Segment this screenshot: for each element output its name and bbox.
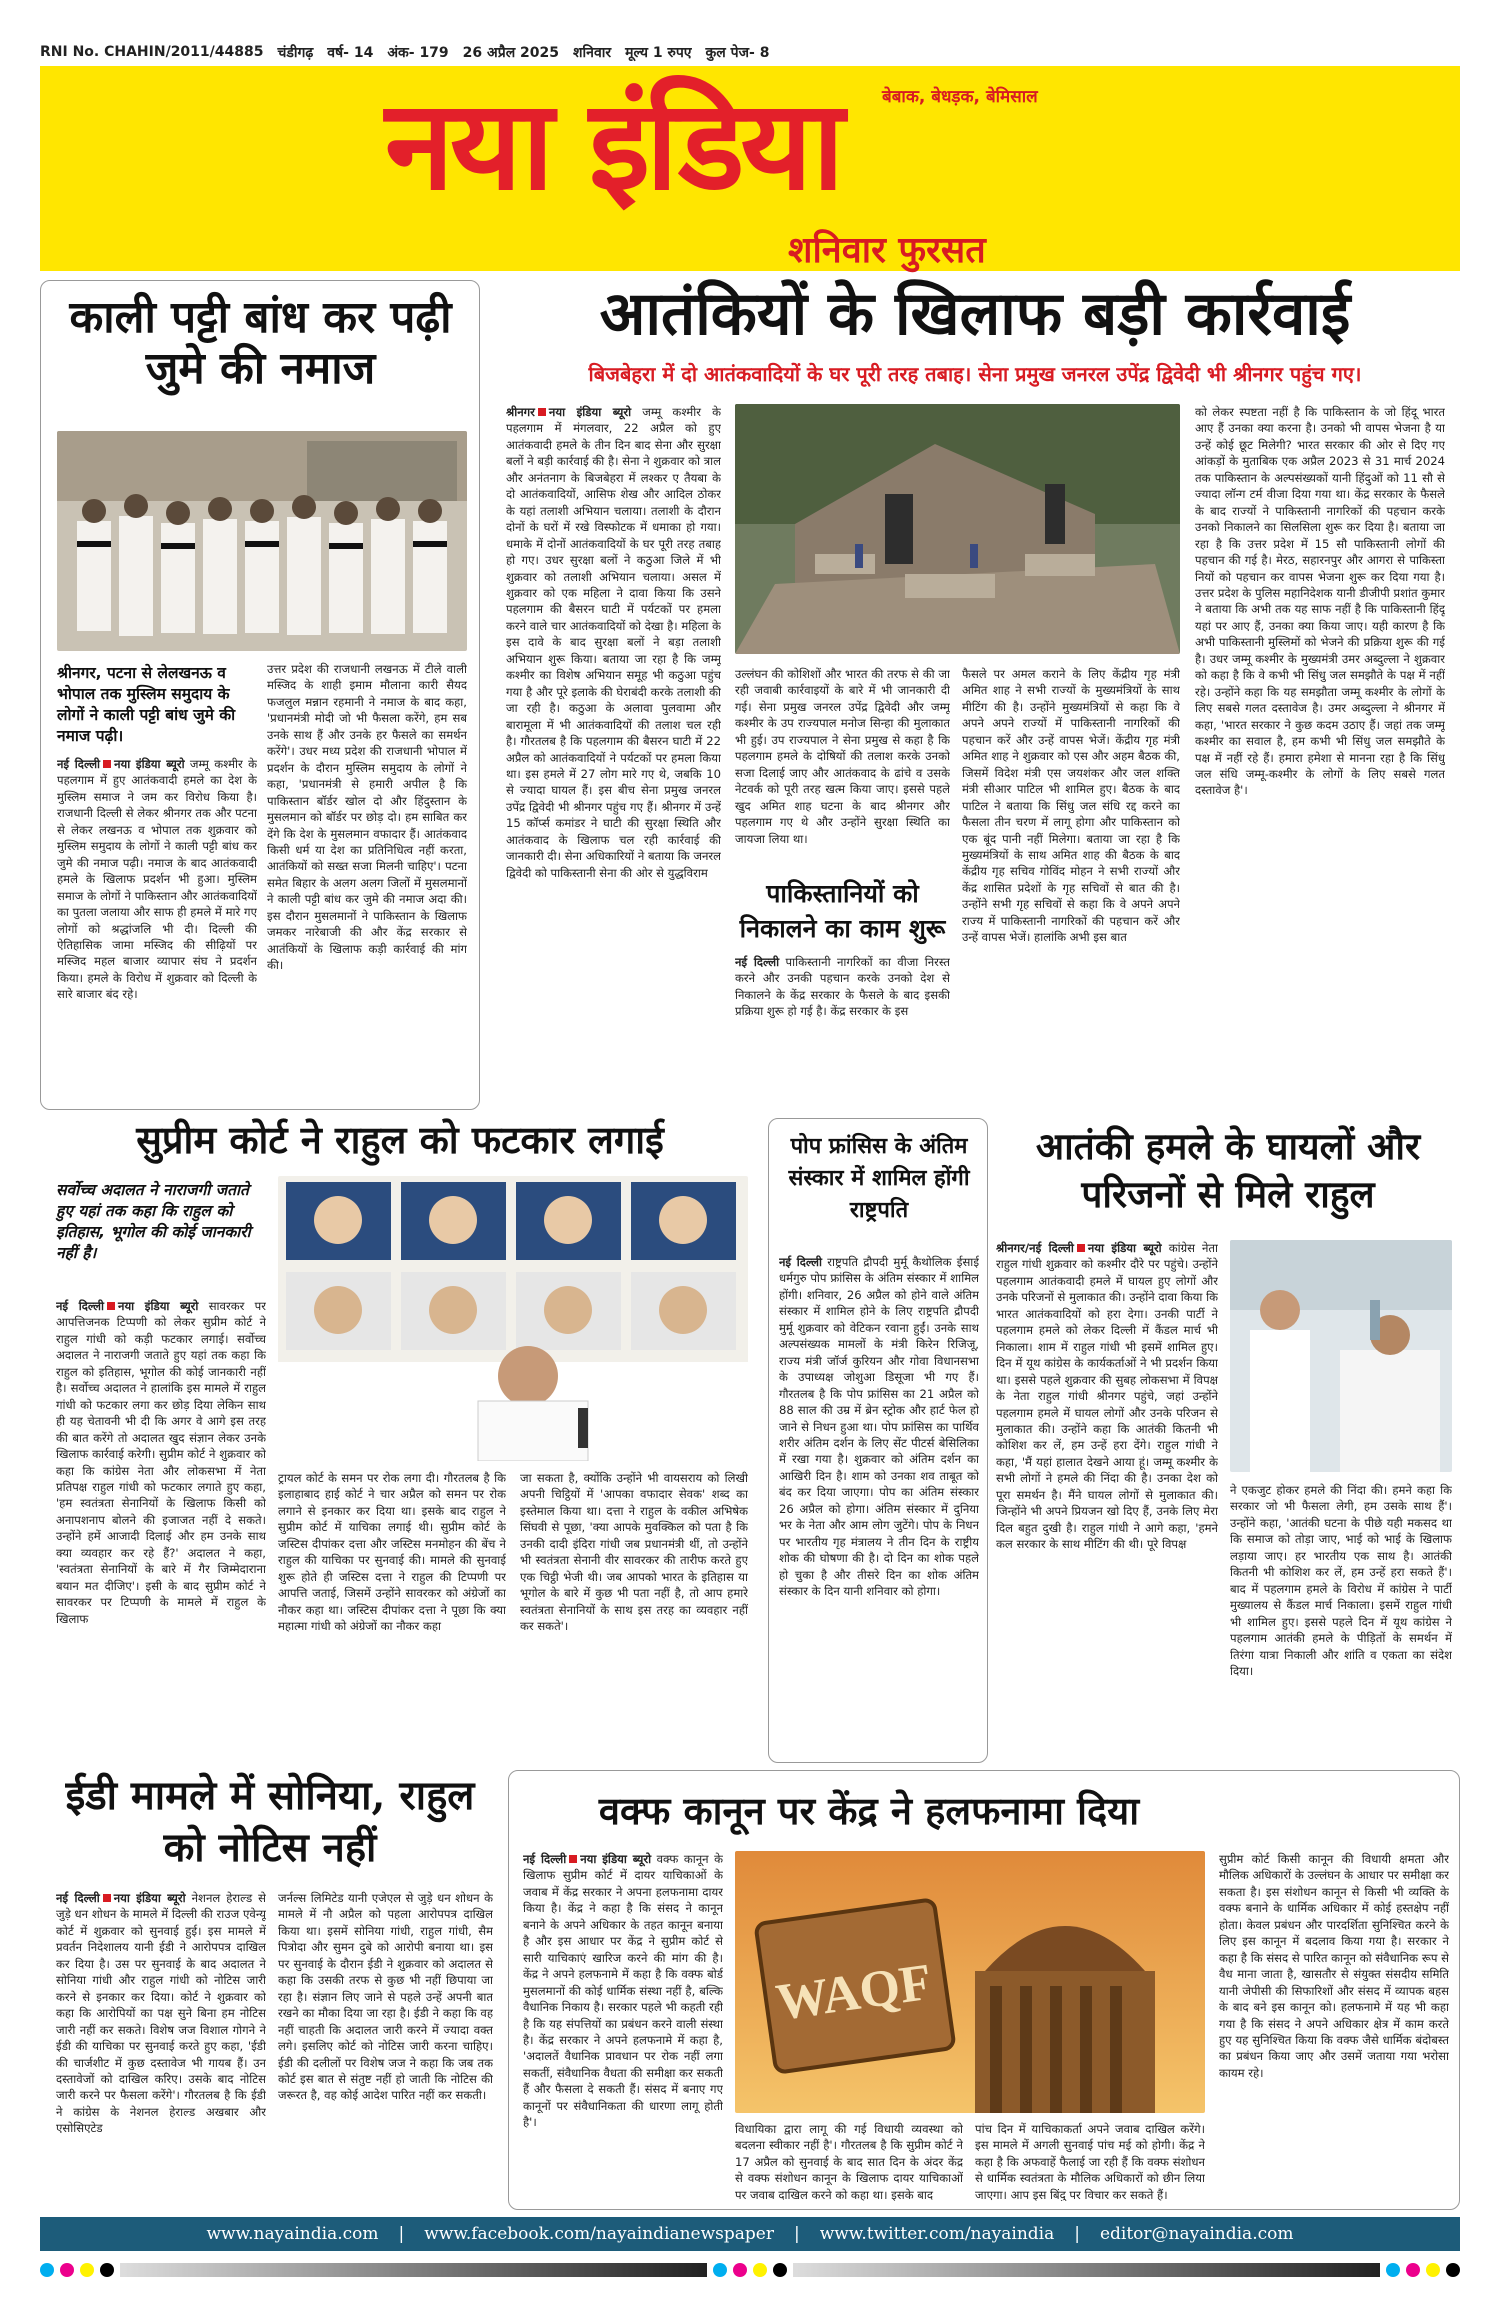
ed-column-2: जर्नल्स लिमिटेड यानी एजेएल से जुड़े धन शोधन के मामले में नौ अप्रैल को पहला आरोपपत्र दाखिल किया था। इसमें सोनिया गांधी, राहुल गांधी, सैम पित्रोदा और सुमन दुबे को आरोपी बनाया था। इस पर सुनवाई के दौरान ईडी ने शुक्रवार को अदालत से कहा कि उसकी तरफ से कुछ भी नहीं छिपाया जा रहा है। संज्ञान लिए जाने से पहले उन्हें अपनी बात रखने का मौका दिया जा रहा है। ईडी ने कहा कि वह नहीं चाहती कि अदालत जारी करने में ज्यादा वक्त लगे। इसलिए कोर्ट को नोटिस जारी करना चाहिए। ईडी की दलीलों पर विशेष जज ने कहा कि जब तक कोर्ट इस बात से संतुष्ट नहीं हो जाती कि नोटिस की जरूरत है, वह कोई आदेश पारित नहीं कर सकती। (278, 1891, 493, 2103)
story-column-1: नई दिल्ली नया इंडिया ब्यूरो जम्मू कश्मीर के पहलगाम में हुए आतंकवादी हमले का देश के मुस्लिम समाज ने जम कर विरोध किया है। राजधानी दिल्ली से लेकर श्रीनगर तक और पटना से लेकर लखनऊ व भोपाल तक शुक्रवार को मुस्लिम समुदाय के लोगों ने काली पट्टी बांध कर जुमे की नमाज पढ़ी। नमाज के बाद आतंकवादी हमले के खिलाफ प्रदर्शन भी हुआ। मुस्लिम समाज के लोगों ने पाकिस्तान और आतंकवादियों का पुतला जलाया और साफ ही हमले में मारे गए लोगों को श्रद्धांजलि भी दी। दिल्ली की ऐतिहासिक जामा मस्जिद की सीढ़ियों पर मस्जिद महल बाजार व्यापार संघ ने प्रदर्शन किया। हमले के विरोध में शुक्रवार को दिल्ली के सारे बाजार बंद रहे। (57, 757, 257, 1002)
sub-headline[interactable]: पाकिस्तानियों को निकालने का काम शुरू (739, 879, 946, 943)
lead-deck: बिजबेहरा में दो आतंकवादियों के घर पूरी तरह तबाह। सेना प्रमुख जनरल उपेंद्र द्विवेदी भी श्रीनगर पहुंच गए। (588, 362, 1362, 386)
story-headline[interactable]: काली पट्टी बांध कर पढ़ी जुमे की नमाज (69, 292, 452, 394)
magenta-dot-icon (733, 2263, 747, 2277)
story-supreme-court (40, 1118, 760, 1763)
rahul-leaders-photo (278, 1176, 748, 1461)
story-ed (40, 1770, 500, 2210)
red-square-icon (538, 408, 546, 416)
sc-deck: सर्वोच्च अदालत ने नाराजगी जताते हुए यहां तक कहा कि राहुल को इतिहास, भूगोल की कोई जानकारी नहीं है। (56, 1181, 251, 1262)
yellow-dot-icon (1426, 2263, 1440, 2277)
year: वर्ष- 14 (327, 44, 374, 61)
lead-column-2: उल्लंघन की कोशिशों और भारत की तरफ से की जा रही जवाबी कार्रवाइयों के बारे में भी जानकारी दी गई। सेना प्रमुख जनरल उपेंद्र द्विवेदी और जम्मू कश्मीर के उप राज्यपाल मनोज सिन्हा की मुलाकात भी हुई। उप राज्यपाल ने सेना प्रमुख से कहा है कि पहलगाम हमले के दोषियों की तलाश करके उनको सजा दिलाई जाए और आतंकवाद के ढांचे व उसके नेटवर्क को पूरी तरह खत्म किया जाए। इससे पहले खुद अमित शाह घटना के बाद श्रीनगर और पहलगाम गए थे और उन्होंने सुरक्षा स्थिति का जायजा लिया था। (735, 667, 950, 846)
rni-number: RNI No. CHAHIN/2011/44885 (40, 44, 264, 60)
yellow-dot-icon (80, 2263, 94, 2277)
sc-column-3: जा सकता है, क्योंकि उन्होंने भी वायसराय को लिखी अपनी चिट्ठियों में 'आपका वफादार सेवक' शब्द का इस्तेमाल किया था। दत्ता ने राहुल के वकील अभिषेक सिंघवी से पूछा, 'क्या आपके मुवक्किल को पता है कि उनकी दादी इंदिरा गांधी जब प्रधानमंत्री थीं, तो उन्होंने भी स्वतंत्रता सेनानी वीर सावरकर की तारीफ करते हुए एक चिट्ठी भेजी थी। जब आपको भारत के इतिहास या भूगोल के बारे में कुछ भी पता नहीं है, तो आप हमारे स्वतंत्रता सेनानियों के साथ इस तरह का व्यवहार नहीं कर सकते'। (520, 1471, 748, 1634)
cyan-dot-icon (40, 2263, 54, 2277)
demolished-house-photo (735, 404, 1180, 654)
hospital-visit-photo (1230, 1240, 1452, 1472)
story-rahul-injured (996, 1118, 1460, 1763)
red-square-icon (103, 1894, 111, 1902)
story-pakistanis (735, 876, 950, 1094)
sc-column-2: ट्रायल कोर्ट के समन पर रोक लगा दी। गौरतलब है कि इलाहाबाद हाई कोर्ट ने चार अप्रैल को समन पर रोक लगाने से इनकार कर दिया था। इसके बाद राहुल ने सुप्रीम कोर्ट में याचिका लगाई थी। सुप्रीम कोर्ट के जस्टिस दीपांकर दत्ता और जस्टिस मनमोहन की बेंच ने राहुल की याचिका पर सुनवाई की। मामले की सुनवाई शुरू होते ही जस्टिस दत्ता ने राहुल की टिप्पणी पर आपत्ति जताई, जिसमें उन्होंने सावरकर को अंग्रेजों का नौकर कहा था। जस्टिस दीपांकर दत्ता ने पूछा कि क्या महात्मा गांधी को अंग्रेजों का नौकर कहा (278, 1471, 506, 1634)
rahul-column-2: ने एकजुट होकर हमले की निंदा की। हमने कहा कि सरकार जो भी फैसला लेगी, हम उसके साथ हैं'। उन्होंने कहा, 'आतंकी घटना के पीछे यही मकसद था कि समाज को तोड़ा जाए, भाई को भाई के खिलाफ लड़ाया जाए। हर भारतीय एक साथ है। आतंकी कितनी भी कोशिश कर लें, हम उन्हें हरा सकते हैं'। बाद में पहलगाम हमले के विरोध में कांग्रेस ने पार्टी मुख्यालय से कैंडल मार्च निकाला। इसमें राहुल गांधी भी शामिल हुए। इससे पहले दिन में यूथ कांग्रेस ने पहलगाम आतंकी हमले के पीड़ितों के समर्थन में तिरंगा यात्रा निकाली और शांति व एकता का संदेश दिया। (1230, 1483, 1452, 1678)
website-link[interactable]: www.nayaindia.com (206, 2224, 379, 2244)
gradient-strip (120, 2263, 707, 2277)
black-dot-icon (100, 2263, 114, 2277)
gradient-strip (793, 2263, 1380, 2277)
photo-caption: श्रीनगर, पटना से लेलखनऊ व भोपाल तक मुस्लिम समुदाय के लोगों ने काली पट्टी बांध जुमे की नमाज पढ़ी। (57, 664, 236, 745)
waqf-sign-text: WAQF (772, 1953, 936, 2032)
waqf-column-1: नई दिल्ली नया इंडिया ब्यूरो वक्फ कानून के खिलाफ सुप्रीम कोर्ट में दायर याचिकाओं के जवाब में केंद्र सरकार ने अपना हलफनामा दायर किया है। केंद्र ने कहा है कि संसद ने कानून बनाने के अपने अधिकार के तहत कानून बनाया है और इस आधार पर केंद्र ने सुप्रीम कोर्ट से सारी याचिकाएं खारिज करने की मांग की है। केंद्र ने अपने हलफनामे में कहा है कि वक्फ बोर्ड मुसलमानों की कोई धार्मिक संस्था नहीं है, बल्कि वैधानिक निकाय है। सरकार पहले भी कहती रही है कि यह संपत्तियों का प्रबंधन करने वाली संस्था है। केंद्र सरकार ने अपने हलफनामे में कहा है, 'अदालतें वैधानिक प्रावधान पर रोक नहीं लगा सकतीं, संवैधानिक वैधता की समीक्षा कर सकती हैं और फैसला दे सकती हैं। संसद में बनाए गए कानूनों पर संवैधानिकता की धारणा लागू होती है'। (523, 1852, 723, 2130)
lead-column-3: फैसले पर अमल कराने के लिए केंद्रीय गृह मंत्री अमित शाह ने सभी राज्यों के मुख्यमंत्रियों के साथ मीटिंग की है। उन्होंने मुख्यमंत्रियों से कहा कि वे अपने अपने राज्यों में पाकिस्तानी नागरिकों की पहचान करें और उन्हें वापस भेजें। केंद्रीय गृह मंत्री अमित शाह ने शुक्रवार को एस और अहम बैठक की, जिसमें विदेश मंत्री एस जयशंकर और जल शक्ति मंत्री सीआर पाटिल भी शामिल हुए। बैठक के बाद पाटिल ने बताया कि सिंधु जल संधि रद्द करने का फैसला तीन चरण में लागू होगा और पाकिस्तान को एक बूंद पानी नहीं मिलेगा। बताया जा रहा है कि मुख्यमंत्रियों के साथ अमित शाह की बैठक के बाद केंद्रीय गृह सचिव गोविंद मोहन ने सभी राज्यों और केंद्र शासित प्रदेशों के गृह सचिवों से बात की है। उन्होंने सभी गृह सचिवों से कहा कि वे अपने अपने राज्य में पाकिस्तानी नागरिकों की पहचान करें और उन्हें वापस भेजें। हालांकि अभी इस बात (962, 667, 1180, 945)
red-square-icon (569, 1855, 577, 1863)
masthead (40, 66, 1460, 271)
pope-headline[interactable]: पोप फ्रांसिस के अंतिम संस्कार में शामिल होंगी राष्ट्रपति (788, 1133, 970, 1223)
story-kali-patti (40, 280, 480, 1110)
waqf-column-2: विधायिका द्वारा लागू की गई विधायी व्यवस्था को बदलना स्वीकार नहीं है'। गौरतलब है कि सुप्रीम कोर्ट ने 17 अप्रैल को सुनवाई के बाद सात दिन के अंदर केंद्र से वक्फ संशोधन कानून के खिलाफ दायर याचिकाओं पर जवाब दाखिल करने को कहा था। इसके बाद (735, 2122, 963, 2201)
black-dot-icon (1446, 2263, 1460, 2277)
rahul-headline[interactable]: आतंकी हमले के घायलों और परिजनों से मिले राहुल (1035, 1124, 1421, 1217)
pope-text: नई दिल्ली राष्ट्रपति द्रौपदी मुर्मू कैथोलिक ईसाई धर्मगुरु पोप फ्रांसिस के अंतिम संस्कार में शामिल होंगी। शनिवार, 26 अप्रैल को होने वाले अंतिम संस्कार में शामिल होने के लिए राष्ट्रपति द्रौपदी मुर्मू शुक्रवार को वेटिकन रवाना हुईं। उनके साथ अल्पसंख्यक मामलों के मंत्री किरेन रिजिजू, राज्य मंत्री जॉर्ज कुरियन और गोवा विधानसभा के उपाध्यक्ष जोशुआ डिसूजा भी गए हैं। गौरतलब है कि पोप फ्रांसिस का 21 अप्रैल को 88 साल की उम्र में ब्रेन स्ट्रोक और हार्ट फेल हो जाने से निधन हुआ था। पोप फ्रांसिस का पार्थिव शरीर अंतिम दर्शन के लिए सेंट पीटर्स बेसिलिका में रखा गया है। शुक्रवार को अंतिम दर्शन का आखिरी दिन है। शाम को उनका शव ताबूत को बंद कर दिया जाएगा। पोप का अंतिम संस्कार 26 अप्रैल को होगा। अंतिम संस्कार में दुनिया भर के नेता और आम लोग जुटेंगे। पोप के निधन पर भारतीय गृह मंत्रालय ने तीन दिन के राष्ट्रीय शोक की घोषणा की है। दो दिन का शोक पहले हो चुका है और तीसरे दिन का शोक अंतिम संस्कार के दिन यानी शनिवार को होगा। (779, 1255, 979, 1599)
lead-headline[interactable]: आतंकियों के खिलाफ बड़ी कार्रवाई (599, 279, 1351, 349)
red-square-icon (103, 760, 111, 768)
mosque-protest-photo (57, 431, 467, 651)
story-column-2: उत्तर प्रदेश की राजधानी लखनऊ में टीले वाली मस्जिद के शाही इमाम मौलाना कारी सैयद फजलुल मन्नान रहमानी ने नमाज के बाद कहा, 'प्रधानमंत्री मोदी जो भी फैसला करेंगे, हम सब उनके साथ हैं और उनके हर फैसले का समर्थन करेंगे'। उधर मध्य प्रदेश की राजधानी भोपाल में प्रदर्शन के दौरान मुस्लिम समुदाय के लोगों ने कहा, 'प्रधानमंत्री से हमारी अपील है कि पाकिस्तान बॉर्डर खोल दो और हिंदुस्तान के मुसलमान को बॉर्डर पर छोड़ दो। हम साबित कर देंगे कि देश के मुसलमान वफादार हैं। आतंकवाद किसी धर्म या देश का प्रतिनिधित्व नहीं करता, आतंकियों को सख्त सजा मिलनी चाहिए'। पटना समेत बिहार के अलग अलग जिलों में मुसलमानों ने काली पट्टी बांध कर जुमे की नमाज अदा की। इस दौरान मुसलमानों ने पाकिस्तान के खिलाफ जमकर नारेबाजी की और केंद्र सरकार से आतंकियों के खिलाफ कड़ी कार्रवाई की मांग की। (267, 662, 467, 973)
cyan-dot-icon (713, 2263, 727, 2277)
issue-info-line (40, 40, 1460, 64)
print-registration-bar (40, 2260, 1460, 2280)
lead-column-1: श्रीनगर नया इंडिया ब्यूरो जम्मू कश्मीर के पहलगाम में मंगलवार, 22 अप्रैल को हुए आतंकवादी हमले के तीन दिन बाद सेना और सुरक्षा बलों ने बड़ी कार्रवाई की है। सेना ने शुक्रवार को त्राल और अनंतनाग के बिजबेहरा में लश्कर ए तैयबा के दो आतंकवादियों, आसिफ शेख और आदिल ठोकर के यहां तलाशी अभियान चलाया। तलाशी के दौरान दोनों के घरों में रखे विस्फोटक में धमाका हो गया। धमाके में दोनों आतंकवादियों के घर पूरी तरह तबाह हो गए। उधर सुरक्षा बलों ने कठुआ जिले में भी शुक्रवार को तलाशी अभियान चलाया। असल में शुक्रवार को एक महिला ने दावा किया कि उसने पहलगाम की बैसरन घाटी में पर्यटकों पर हमला करने वाले चार आतंकवादियों को देखा है। महिला के इस दावे के बाद सुरक्षा बलों ने बड़ा तलाशी अभियान शुरू किया। बताया जा रहा है कि जम्मू कश्मीर का विशेष अभियान समूह भी कठुआ पहुंच गया है और पूरे इलाके की घेराबंदी करके तलाशी की जा रही है। कठुआ के अलावा पुलवामा और बारामूला में भी आतंकवादियों की तलाश चल रही है। गौरतलब है कि पहलगाम की बैसरन घाटी में 22 अप्रैल को आतंकवादियों ने पर्यटकों पर हमला किया था। इस हमले में 27 लोग मारे गए थे, जबकि 10 से ज्यादा घायल हैं। इस बीच सेना प्रमुख जनरल उपेंद्र द्विवेदी भी श्रीनगर पहुंच गए हैं। श्रीनगर में उन्हें 15 कॉर्प्स कमांडर ने घाटी की सुरक्षा स्थिति और आतंकवाद के खिलाफ चल रही कार्रवाई की जानकारी दी। सेना अधिकारियों ने बताया कि जनरल द्विवेदी को पाकिस्तानी सेना की ओर से युद्धविराम (506, 405, 721, 880)
story-pope (768, 1118, 988, 1763)
sc-column-1: नई दिल्ली नया इंडिया ब्यूरो सावरकर पर आपत्तिजनक टिप्पणी को लेकर सुप्रीम कोर्ट ने राहुल गांधी को कड़ी फटकार लगाई। सर्वोच्च अदालत ने नाराजगी जताते हुए यहां तक कहा कि राहुल को इतिहास, भूगोल की कोई जानकारी नहीं है। सर्वोच्च अदालत ने हालांकि इस मामले में राहुल गांधी को फटकार लगा कर छोड़ दिया लेकिन साथ ही यह चेतावनी भी दी कि अगर वे आगे इस तरह की बात करेंगे तो अदालत खुद संज्ञान लेकर उनके खिलाफ कार्रवाई करेगी। सुप्रीम कोर्ट ने शुक्रवार को कहा कि कांग्रेस नेता और लोकसभा में नेता प्रतिपक्ष राहुल गांधी को फटकार लगाते हुए कहा, 'हम स्वतंत्रता सेनानियों के खिलाफ किसी को अनापशनाप बोलने की इजाजत नहीं दे सकते। उन्होंने हमें आजादी दिलाई और हम उनके साथ क्या व्यवहार कर रहे हैं?' अदालत ने कहा, 'स्वतंत्रता सेनानियों के बारे में गैर जिम्मेदाराना बयान मत दीजिए'। इसी के बाद सुप्रीम कोर्ट ने सावरकर पर टिप्पणी के मामले में राहुल के खिलाफ (56, 1299, 266, 1626)
page-count: कुल पेज- 8 (705, 44, 770, 61)
yellow-dot-icon (753, 2263, 767, 2277)
weekday: शनिवार (573, 44, 612, 61)
red-square-icon (107, 1302, 115, 1310)
magenta-dot-icon (60, 2263, 74, 2277)
edition-subtitle: शनिवार फुरसत (788, 229, 986, 271)
logo-tagline: बेबाक, बेधड़क, बेमिसाल (882, 87, 1038, 107)
issue-date: 26 अप्रैल 2025 (462, 44, 560, 61)
story-lead (490, 280, 1460, 1110)
cyan-dot-icon (1386, 2263, 1400, 2277)
ed-headline[interactable]: ईडी मामले में सोनिया, राहुल को नोटिस नहीं (65, 1772, 475, 1871)
ed-column-1: नई दिल्ली नया इंडिया ब्यूरो नेशनल हेराल्ड से जुड़े धन शोधन के मामले में दिल्ली की राउज एवेन्यू कोर्ट में शुक्रवार को सुनवाई हुई। इस मामले में प्रवर्तन निदेशालय यानी ईडी ने आरोपपत्र दाखिल कर दिया है। उस पर सुनवाई के बाद अदालत ने सोनिया गांधी और राहुल गांधी को नोटिस जारी करने से इनकार कर दिया। कोर्ट ने शुक्रवार को कहा कि आरोपियों का पक्ष सुने बिना हम नोटिस जारी नहीं कर सकते। विशेष जज विशाल गोगने ने ईडी की याचिका पर सुनवाई करते हुए कहा, 'ईडी की चार्जशीट में कुछ दस्तावेज भी गायब हैं। उन दस्तावेजों को दाखिल करिए। उसके बाद नोटिस जारी करने पर फैसला करेंगे'। गौरतलब है कि ईडी ने कांग्रेस के नेशनल हेराल्ड अखबार और एसोसिएटेड (56, 1891, 266, 2136)
story-waqf (508, 1770, 1460, 2210)
email-link[interactable]: editor@nayaindia.com (1099, 2224, 1294, 2244)
waqf-column-4: सुप्रीम कोर्ट किसी कानून की विधायी क्षमता और मौलिक अधिकारों के उल्लंघन के आधार पर समीक्षा कर सकता है। इस संशोधन कानून से किसी भी व्यक्ति के वक्फ बनाने के धार्मिक अधिकार में कोई हस्तक्षेप नहीं होता। केवल प्रबंधन और पारदर्शिता सुनिश्चित करने के लिए इस कानून में बदलाव किया गया है। सरकार ने कहा है कि संसद से पारित कानून को संवैधानिक रूप से वैध माना जाता है, खासतौर से संयुक्त संसदीय समिति यानी जेपीसी की सिफारिशों और संसद में व्यापक बहस के बाद बने इस कानून को। हलफनामे में यह भी कहा गया है कि संसद ने अपने अधिकार क्षेत्र में काम करते हुए यह सुनिश्चित किया कि वक्फ जैसे धार्मिक बंदोबस्त का प्रबंधन किया जाए और उसमें जताया गया भरोसा कायम रहे। (1219, 1852, 1449, 2080)
black-dot-icon (773, 2263, 787, 2277)
newspaper-logo[interactable]: नया इंडिया (385, 73, 841, 218)
sub-story-text: नई दिल्ली पाकिस्तानी नागरिकों का वीजा निरस्त करने और उनकी पहचान करके उनको देश से निकालने के केंद्र सरकार के फैसले के बाद इसकी प्रक्रिया शुरू हो गई है। केंद्र सरकार के इस (735, 955, 950, 1019)
price: मूल्य 1 रुपए (625, 44, 692, 61)
footer-bar: www.nayaindia.com | www.facebook.com/nayaindianewspaper | www.twitter.com/nayaindia | editor@nayaindia.com (40, 2217, 1460, 2251)
dateline: नई दिल्ली नया इंडिया ब्यूरो (57, 757, 185, 771)
waqf-headline[interactable]: वक्फ कानून पर केंद्र ने हलफनामा दिया (598, 1788, 1140, 1833)
issue-number: अंक- 179 (387, 44, 449, 61)
magenta-dot-icon (1406, 2263, 1420, 2277)
waqf-court-photo (735, 1851, 1205, 2113)
lead-column-4: को लेकर स्पष्टता नहीं है कि पाकिस्तान के जो हिंदू भारत आए हैं उनका क्या करना है। उनको भी वापस भेजना है या उन्हें कोई छूट मिलेगी? भारत सरकार की ओर से दिए गए आंकड़ों के मुताबिक एक अप्रैल 2023 से 31 मार्च 2024 तक पाकिस्तान के अल्पसंख्यकों यानी हिंदुओं को 11 सौ से ज्यादा लॉन्ग टर्म वीजा दिया गया था। केंद्र सरकार के फैसले के बाद राज्यों ने पाकिस्तानी नागरिकों की पहचान करके उनको निकालने का सिलसिला शुरू कर दिया है। बताया जा रहा है कि उत्तर प्रदेश में 15 सौ पाकिस्तानी लोगों की पहचान की गई है। मेरठ, सहारनपुर और आगरा से पाकिस्ता नियों को पहचान कर वापस भेजना शुरू कर दिया गया है। उत्तर प्रदेश के पुलिस महानिदेशक यानी डीजीपी प्रशांत कुमार ने बताया कि अभी तक यह साफ नहीं है कि पाकिस्तानी हिंदू यहां पर आए हैं, उनका क्या किया जाए। यही कारण है कि अभी पाकिस्तानी मुस्लिमों को भेजने की प्रक्रिया शुरू की गई है। उधर जम्मू कश्मीर के मुख्यमंत्री उमर अब्दुल्ला ने शुक्रवार को कहा है कि वे कभी भी सिंधु जल समझौते के पक्ष में नहीं रहे। उन्होंने कहा कि यह समझौता जम्मू कश्मीर के लोगों के लिए सबसे गलत दस्तावेज है। उमर अब्दुल्ला ने श्रीनगर में कहा, 'भारत सरकार ने कुछ कदम उठाए हैं। जहां तक जम्मू कश्मीर का सवाल है, हम कभी भी सिंधु जल समझौते के पक्ष में नहीं रहे हैं। हमारा हमेशा से मानना रहा है कि सिंधु जल संधि जम्मू-कश्मीर के लोगों के लिए सबसे गलत दस्तावेज है'। (1195, 405, 1445, 798)
sc-headline[interactable]: सुप्रीम कोर्ट ने राहुल को फटकार लगाई (136, 1117, 664, 1162)
rahul-column-1: श्रीनगर/नई दिल्ली नया इंडिया ब्यूरो कांग्रेस नेता राहुल गांधी शुक्रवार को कश्मीर दौरे पर पहुंचे। उन्होंने पहलगाम आतंकवादी हमले में घायल हुए लोगों और उनके परिजनों से मुलाकात की। उन्होंने दावा किया कि भारत आतंकवादियों को हरा देगा। उनकी पार्टी ने पहलगाम हमले को लेकर दिल्ली में कैंडल मार्च भी निकाला। शाम में राहुल गांधी भी इसमें शामिल हुए। दिन में यूथ कांग्रेस के कार्यकर्ताओं ने भी प्रदर्शन किया था। इससे पहले शुक्रवार की सुबह लोकसभा में विपक्ष के नेता राहुल गांधी श्रीनगर पहुंचे, जहां उन्होंने पहलगाम हमले में घायल लोगों और उनके परिजन से मुलाकात की। उन्होंने कहा कि आतंकी कितनी भी कोशिश कर लें, हम उन्हें हरा देंगे। राहुल गांधी ने कहा, 'मैं यहां हालात देखने आया हूं। जम्मू कश्मीर के सभी लोगों ने हमले की निंदा की है। उनका देश को पूरा समर्थन है। मैंने घायल लोगों से मुलाकात की। जिन्होंने भी अपने प्रियजन खो दिए हैं, उनके लिए मेरा दिल बहुत दुखी है। राहुल गांधी ने आगे कहा, 'हमने कल सरकार के साथ मीटिंग की थी। पूरे विपक्ष (996, 1241, 1218, 1552)
facebook-link[interactable]: www.facebook.com/nayaindianewspaper (424, 2224, 774, 2244)
city: चंडीगढ़ (277, 44, 314, 61)
red-square-icon (1077, 1244, 1085, 1252)
twitter-link[interactable]: www.twitter.com/nayaindia (819, 2224, 1055, 2244)
dateline: श्रीनगर नया इंडिया ब्यूरो (506, 405, 632, 419)
waqf-column-3: पांच दिन में याचिकाकर्ता अपने जवाब दाखिल करेंगे। इस मामले में अगली सुनवाई पांच मई को होगी। केंद्र ने कहा है कि अफवाहें फैलाई जा रही हैं कि वक्फ संशोधन से धार्मिक स्वतंत्रता के मौलिक अधिकारों को छीन लिया जाएगा। आप इस बिंदु पर विचार कर सकते हैं। (975, 2122, 1205, 2201)
